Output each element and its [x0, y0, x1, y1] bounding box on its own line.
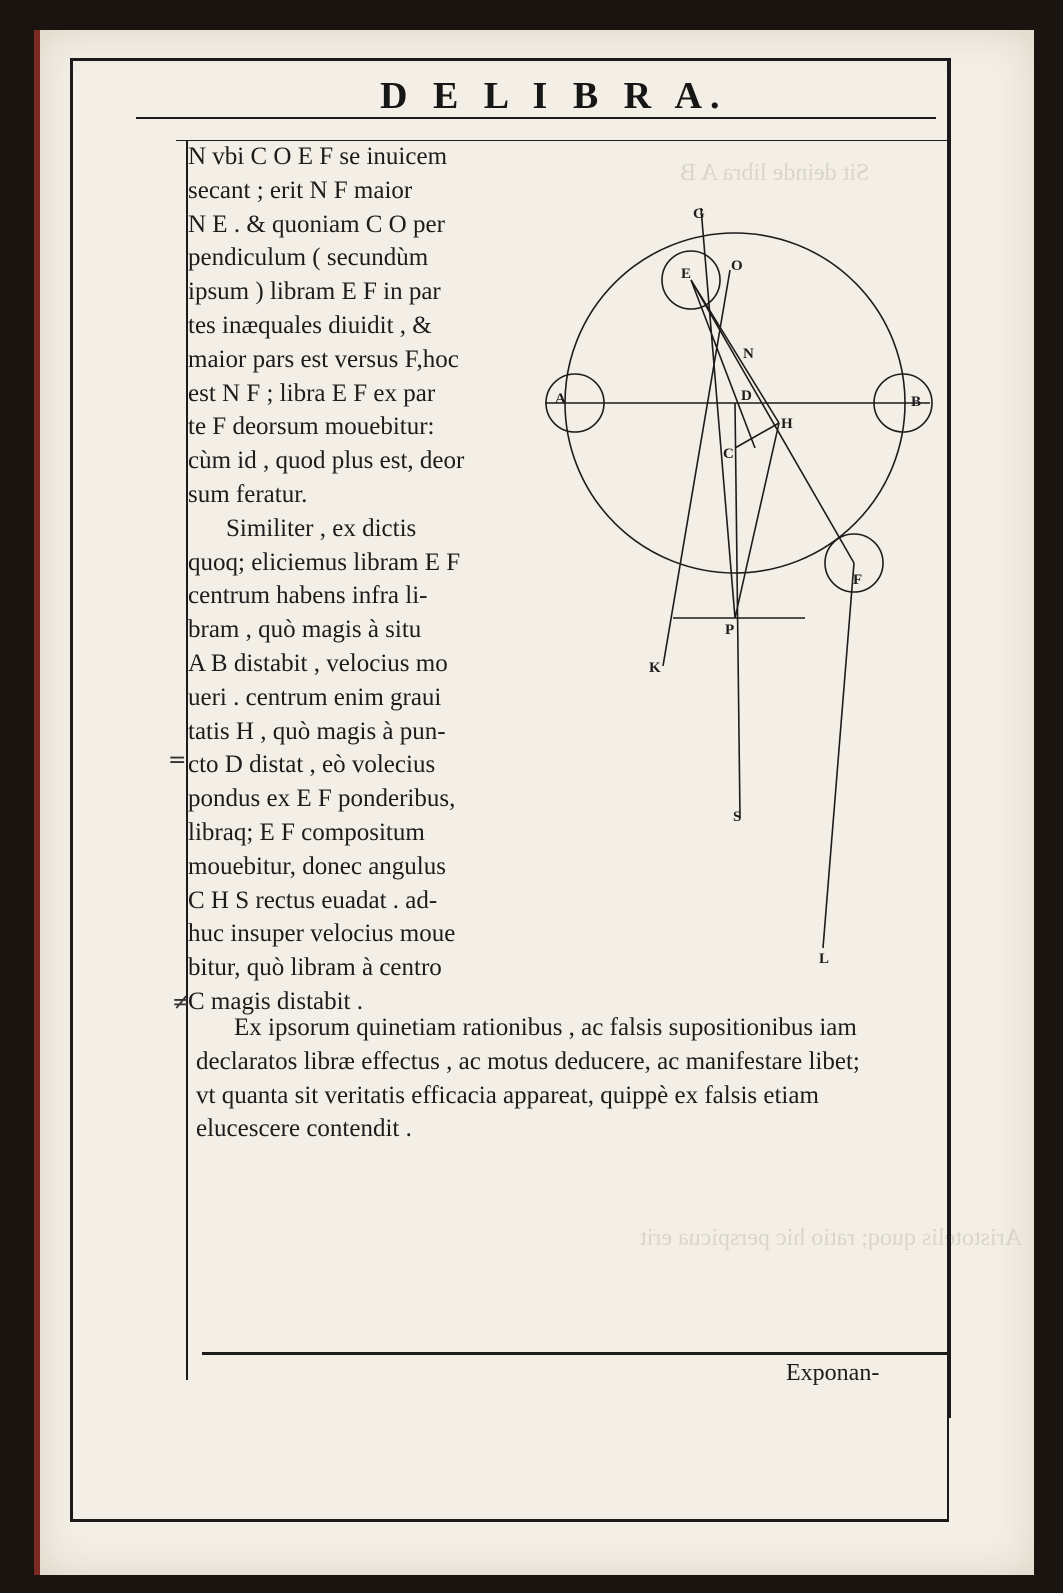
- text-line: vt quanta sit veritatis efficacia appareat, quippè ex falsis etiam: [196, 1081, 819, 1109]
- margin-annotation: =: [168, 748, 187, 773]
- text-line: est N F ; libra E F ex par: [188, 379, 436, 407]
- text-line: secant ; erit N F maior: [188, 176, 413, 204]
- line-ef: [691, 280, 854, 563]
- label-g: G: [693, 206, 705, 222]
- text-line: te F deorsum mouebitur:: [188, 413, 435, 441]
- text-line: C H S rectus euadat . ad-: [188, 886, 438, 914]
- text-line: A B distabit , velocius mo: [188, 649, 448, 677]
- label-b: B: [911, 394, 922, 410]
- full-width-text: [196, 1011, 956, 1146]
- label-n: N: [743, 346, 754, 362]
- text-line: tes inæquales diuidit , &: [188, 311, 432, 339]
- text-line: elucescere contendit .: [196, 1115, 412, 1143]
- text-line: N E . & quoniam C O per: [188, 210, 445, 238]
- text-line: libraq; E F compositum: [188, 818, 425, 846]
- text-line: ueri . centrum enim graui: [188, 683, 442, 711]
- bleed-through-text: Sit deinde libra A B: [680, 160, 870, 186]
- text-line: pondus ex E F ponderibus,: [188, 785, 456, 813]
- text-line: tatis H , quò magis à pun-: [188, 717, 446, 745]
- text-line: bitur, quò libram à centro: [188, 954, 442, 982]
- label-h: H: [781, 416, 793, 432]
- label-p: P: [725, 622, 735, 638]
- label-s: S: [733, 809, 742, 825]
- text-line: huc insuper velocius moue: [188, 920, 456, 948]
- text-line: sum feratur.: [188, 480, 308, 508]
- label-e: E: [681, 266, 692, 282]
- label-l: L: [819, 951, 830, 967]
- text-line: quoq; eliciemus libram E F: [188, 548, 461, 576]
- text-line: ipsum ) libram E F in par: [188, 278, 441, 306]
- label-d: D: [741, 388, 752, 404]
- text-line: mouebitur, donec angulus: [188, 852, 446, 880]
- line-ch: [735, 423, 779, 448]
- text-line: declaratos libræ effectus , ac motus deducere, ac manifestare libet;: [196, 1047, 860, 1075]
- text-line: bram , quò magis à situ: [188, 616, 422, 644]
- text-line: Similiter , ex dictis: [226, 514, 417, 542]
- text-line: C magis distabit .: [188, 987, 363, 1015]
- bleed-through-text: Aristotelis quoq; ratio hic perspicua erit: [640, 1225, 1022, 1251]
- page-title: D E L I B R A.: [380, 75, 728, 117]
- catchword: Exponan-: [786, 1360, 880, 1386]
- text-line: cùm id , quod plus est, deor: [188, 447, 465, 475]
- text-line: maior pars est versus F,hoc: [188, 345, 459, 373]
- label-a: A: [555, 391, 566, 407]
- line-fl: [823, 563, 854, 948]
- label-o: O: [731, 258, 743, 274]
- text-line: Ex ipsorum quinetiam rationibus , ac falsis supositionibus iam: [234, 1014, 857, 1041]
- right-frame-rule: [949, 58, 951, 1418]
- line-ok: [663, 270, 730, 666]
- text-line: pendiculum ( secundùm: [188, 244, 429, 272]
- label-k: K: [649, 660, 661, 676]
- label-c: C: [723, 446, 734, 462]
- line-eh: [691, 280, 779, 423]
- text-line: N vbi C O E F se inuicem: [188, 143, 448, 170]
- footer-rule: [202, 1352, 949, 1355]
- text-line: centrum habens infra li-: [188, 582, 428, 610]
- margin-annotation: ≠: [172, 990, 191, 1015]
- lever-diagram: [505, 178, 935, 978]
- label-f: F: [853, 572, 863, 588]
- line-hp: [735, 423, 779, 618]
- left-column-text: [188, 140, 498, 1019]
- line-ec: [691, 280, 755, 448]
- text-line: cto D distat , eò volecius: [188, 751, 436, 779]
